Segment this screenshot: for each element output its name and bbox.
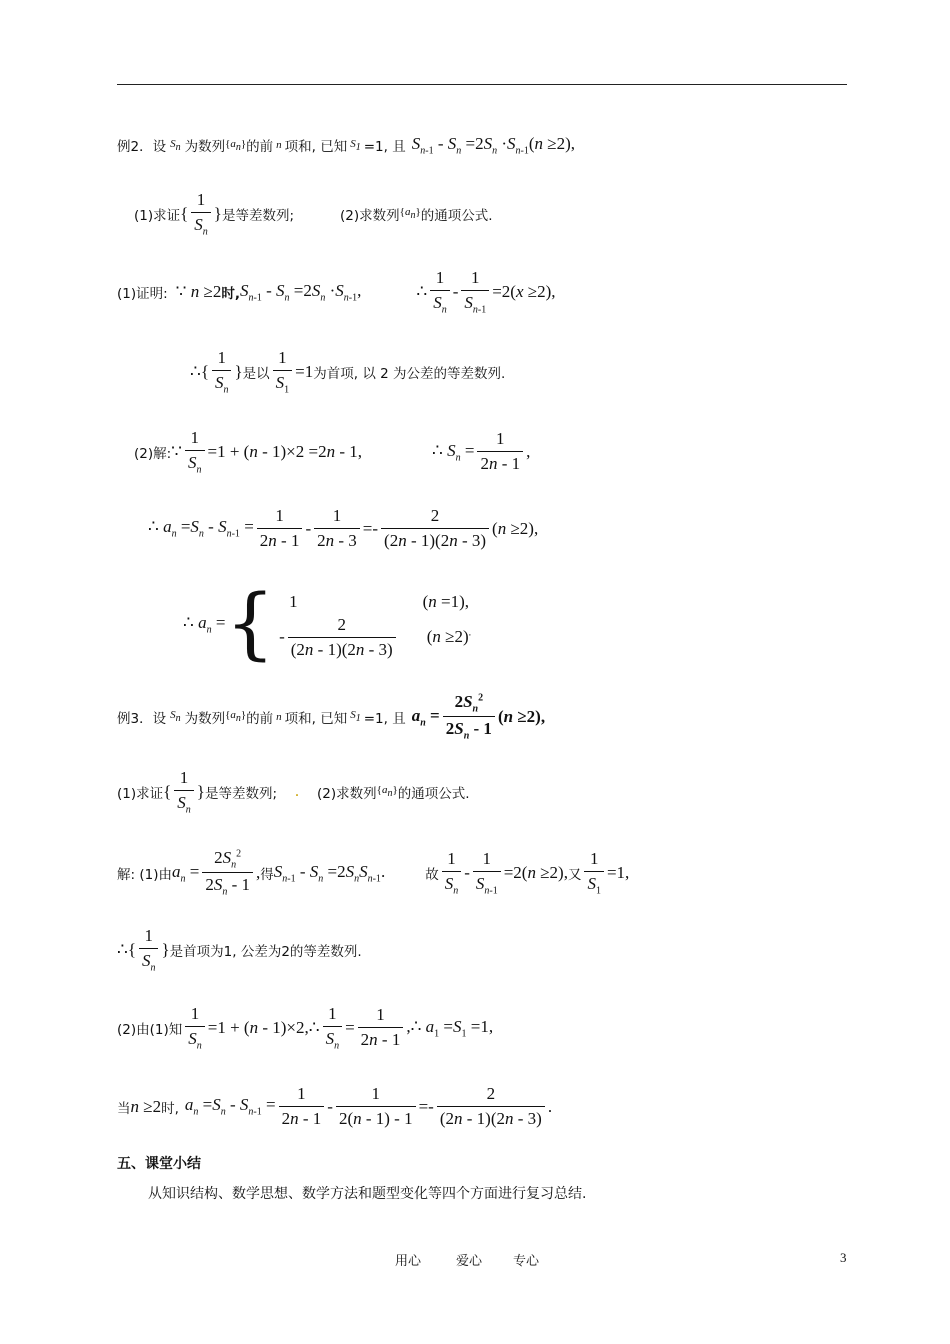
ex2-solution-2: (2)解: ∵ $\frac{1}{S_n}$ =1 + (n - 1)×2 =2n - 1, ∴ $S_n$ = $\frac{1}{2n - 1}$ , [134,428,531,476]
footer-motto-1: 用心 [395,1254,422,1269]
section-body: 从知识结构、数学思想、数学方法和题型变化等四个方面进行复习总结. [148,1186,587,1202]
ex3-intro: 例3．设 $S_n$ 为数列 $\{a_n\}$ 的前 n 项和, 已知 $S_1$ =1, 且 $a_n$ = $\frac{2S_n^2}{2S_n - 1}$ (n ≥2), [117,692,546,742]
ex3-solution-1: 解: (1)由 $a_n$ = $\frac{2S_n^2}{2S_n - 1}$ , 得 $S_{n-1} - S_n =2S_nS_{n-1}$. 故 $\frac{1}{S_n}$ - $\frac{1}{S_{n-1}}$ =2(n ≥2), 又 $\frac{1}{S_1}$ =1, [117,848,630,898]
ex2-questions: (1)求证 { $\frac{1}{S_n}$ } 是等差数列; (2)求数列 $\{a_n\}$ 的通项公式. [134,190,493,238]
footer-motto-3: 专心 [513,1254,540,1269]
ex3-conclusion: ∴{ $\frac{1}{S_n}$ } 是首项为1, 公差为2的等差数列. [117,926,362,974]
ex3-solution-2: (2)由(1)知 $\frac{1}{S_n}$ =1 + (n - 1)×2,∴ $\frac{1}{S_n}$ = $\frac{1}{2n - 1}$ ,∴ $a_1 =S_1 =1$, [117,1004,494,1052]
ex2-conclusion: ∴{ $\frac{1}{S_n}$ } 是以 $\frac{1}{S_1}$ =1 为首项, 以 2 为公差的等差数列. [190,348,506,396]
ex2-piecewise: ∴ $a_n$ = { 1 (n =1), - $\frac{2}{(2n - 1)(2n - 3)}$ (n ≥2). [183,579,472,669]
header-rule [117,84,847,85]
page-number: 3 [840,1250,847,1265]
footer-motto-2: 爱心 [456,1254,483,1269]
ex2-proof-1: (1)证明: ∵ n ≥2 时, $S_{n-1} - S_n =2S_n \cdot S_{n-1}$, ∴ $\frac{1}{S_n}$ - $\frac{1}{S_{n-1}}$ =2(x ≥2), [117,268,556,316]
ex3-questions: (1)求证 { $\frac{1}{S_n}$ } 是等差数列; . (2)求数列 $\{a_n\}$ 的通项公式. [117,768,470,816]
ex2-an-derivation: ∴ $a_n =S_n - S_{n-1}$ = $\frac{1}{2n - 1}$ - $\frac{1}{2n - 3}$ =- $\frac{2}{(2n - 1)(2n - 3)}$ (n ≥2), [148,506,539,550]
section-heading: 五、课堂小结 [117,1156,201,1172]
ex3-an-formula: 当 n ≥2 时, $a_n =S_n - S_{n-1}$ = $\frac{1}{2n - 1}$ - $\frac{1}{2(n - 1) - 1}$ =- $\frac{2}{(2n - 1)(2n - 3)}$ . [117,1084,553,1128]
ex2-intro: 例2．设 $S_n$ 为数列 $\{a_n\}$ 的前 n 项和, 已知 $S_1$ =1, 且 $S_{n-1} - S_n =2S_n \cdot S_{n-1}(n \ge 2)$, [117,134,576,157]
